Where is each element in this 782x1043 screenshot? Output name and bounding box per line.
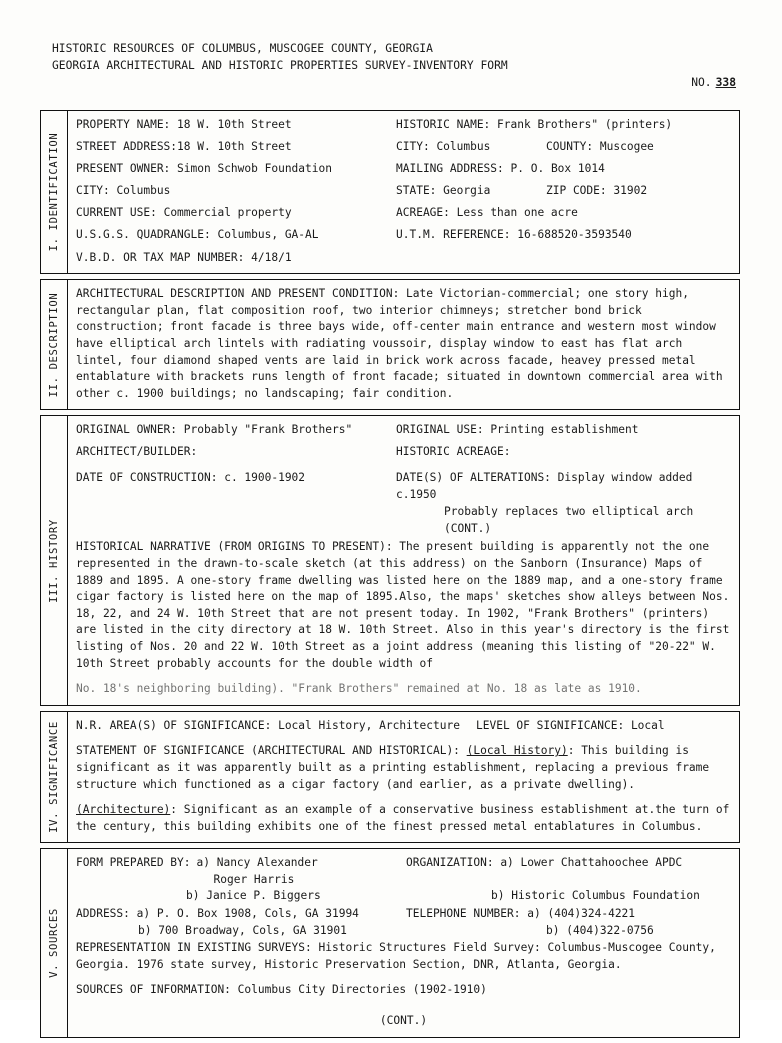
- zip-value: 31902: [613, 184, 648, 198]
- city-label: CITY:: [396, 140, 430, 154]
- street-address-value: 18 W. 10th Street: [177, 140, 292, 154]
- current-use-value: Commercial property: [163, 206, 292, 220]
- local-history-heading: (Local History): [466, 744, 568, 758]
- local-history-text: : This building is significant as it was apparently built as a printing establishment, replacing a previous frame structure which functioned as a cigar factory (and earlier, as a private dwelling).: [76, 744, 710, 791]
- original-use-label: ORIGINAL USE:: [396, 423, 484, 437]
- utm-reference-value: 16-688520-3593540: [517, 228, 632, 242]
- street-address-label: STREET ADDRESS:: [76, 140, 178, 154]
- section-sources-tab: [41, 849, 68, 1036]
- original-use-value: Printing establishment: [490, 423, 639, 437]
- section-sources: [40, 848, 740, 1037]
- city2-value: Columbus: [116, 184, 171, 198]
- row-original-owner-use: [76, 422, 731, 439]
- address-label: ADDRESS:: [76, 907, 130, 921]
- level-of-significance-label: LEVEL OF SIGNIFICANCE:: [476, 718, 625, 732]
- row-construction-alterations: [76, 470, 731, 503]
- section-history: [40, 415, 740, 705]
- acreage-value: Less than one acre: [456, 206, 578, 220]
- header-line-2: GEORGIA ARCHITECTURAL AND HISTORIC PROPERTIES SURVEY-INVENTORY FORM: [52, 59, 508, 72]
- section-identification-tab: [41, 111, 68, 273]
- section-description-tab: [41, 280, 68, 409]
- prepared-by-a: a) Nancy Alexander: [196, 856, 318, 870]
- representation-value: Historic Structures Field Survey: Columbus-Muscogee County, Georgia. 1976 state survey, Historic Preservation Section, DNR, Atlanta, Georgia.: [76, 941, 716, 971]
- section-history-body: [68, 416, 739, 704]
- architect-builder-label: ARCHITECT/BUILDER:: [76, 445, 198, 459]
- state-value: Georgia: [443, 184, 491, 198]
- form-number-label: NO.: [691, 76, 712, 89]
- row-prepared-by-organization: [76, 855, 731, 905]
- address-a: a) P. O. Box 1908, Cols, GA 31994: [136, 907, 359, 921]
- historical-narrative-text: HISTORICAL NARRATIVE (FROM ORIGINS TO PRESENT): The present building is apparently not the one represented in the drawn-to-scale sketch (at this address) on the Sanborn (Insurance) Maps of 1889 and 1895. A one-story frame dwelling was listed here on the 1889 map, and a one-story frame cigar factory is listed here on the map of 1895.Also, the maps' sketches show alleys between Nos. 18, 22, and 24 W. 10th Street that are not present today. In 1902, "Frank Brothers" (printers) are listed in the city directory at 18 W. 10th Street. Also in this year's directory is the first listing of Nos. 20 and 22 W. 10th Street as a joint address (meaning this listing of "20-22" W. 10th Street probably accounts for the double width of: [76, 540, 730, 670]
- sources-info-value: Columbus City Directories (1902-1910): [237, 983, 487, 997]
- row-address-telephone: [76, 906, 731, 939]
- row-owner-mailing: [76, 161, 731, 178]
- row-property-historic-name: [76, 117, 731, 134]
- historic-name-label: HISTORIC NAME:: [396, 118, 491, 131]
- representation-in-existing-surveys: [76, 940, 731, 973]
- sources-continued-note: (CONT.): [379, 1014, 428, 1028]
- section-identification-tab-label: I. IDENTIFICATION: [48, 132, 60, 252]
- construction-date-label: DATE OF CONSTRUCTION:: [76, 471, 218, 484]
- mailing-address-label: MAILING ADDRESS:: [396, 162, 504, 176]
- telephone-b: b) (404)322-0756: [546, 923, 654, 937]
- row-architect-acreage: [76, 444, 731, 461]
- address-b: b) 700 Broadway, Cols, GA 31901: [138, 923, 347, 937]
- alterations-value-continued: Probably replaces two elliptical arch (CONT.): [444, 505, 694, 535]
- present-owner-value: Simon Schwob Foundation: [177, 162, 332, 176]
- level-of-significance-value: Local: [630, 718, 665, 732]
- section-description-body: [68, 280, 739, 409]
- prepared-by-b: b) Janice P. Biggers: [186, 889, 321, 903]
- sources-of-information: [76, 982, 731, 999]
- organization-label: ORGANIZATION:: [406, 856, 494, 870]
- section-history-tab-label: III. HISTORY: [48, 518, 60, 603]
- row-nr-area-level: [76, 718, 731, 735]
- alterations-label: DATE(S) OF ALTERATIONS:: [396, 471, 551, 484]
- mailing-address-value: P. O. Box 1014: [510, 162, 605, 176]
- acreage-label: ACREAGE:: [396, 206, 450, 220]
- current-use-label: CURRENT USE:: [76, 206, 157, 220]
- representation-label: REPRESENTATION IN EXISTING SURVEYS:: [76, 941, 312, 955]
- state-label: STATE:: [396, 184, 437, 198]
- county-value: Muscogee: [599, 140, 654, 154]
- vbd-label: V.B.D. OR TAX MAP NUMBER:: [76, 250, 245, 264]
- sources-info-label: SOURCES OF INFORMATION:: [76, 983, 231, 997]
- quadrangle-label: U.S.G.S. QUADRANGLE:: [76, 228, 211, 242]
- form-number: [623, 57, 740, 108]
- header-line-1: HISTORIC RESOURCES OF COLUMBUS, MUSCOGEE COUNTY, GEORGIA: [52, 42, 433, 55]
- statement-label: STATEMENT OF SIGNIFICANCE (ARCHITECTURAL AND HISTORICAL):: [76, 744, 460, 758]
- historic-name-value: Frank Brothers" (printers): [497, 118, 673, 131]
- alterations-value: Display window added c.1950: [396, 471, 693, 501]
- section-identification: [40, 110, 740, 274]
- nr-area-label: N.R. AREA(S) OF SIGNIFICANCE:: [76, 718, 272, 732]
- row-quadrangle-utm: [76, 227, 731, 244]
- form-prepared-by-label: FORM PREPARED BY:: [76, 856, 191, 870]
- organization-a: a) Lower Chattahoochee APDC: [500, 856, 683, 870]
- form-container: [40, 40, 740, 1043]
- zip-label: ZIP CODE:: [546, 184, 607, 198]
- architectural-description-text: ARCHITECTURAL DESCRIPTION AND PRESENT CONDITION: Late Victorian-commercial; one story high, rectangular plan, flat composition roof, two interior chimneys; stretcher bond brick construction; front facade is three bays wide, off-center main entrance and western most window have elliptical arch lintels with radiating voussoir, display window to east has flat arch lintel, four diamond shaped vents are laid in brick work across facade, heavey pressed metal entablature with brackets runs length of front facade; situated in downtown commercial area with other c. 1900 buildings; no landscaping; fair condition.: [76, 287, 723, 400]
- organization-b: b) Historic Columbus Foundation: [491, 888, 700, 902]
- telephone-a: a) (404)324-4221: [527, 907, 636, 921]
- section-identification-body: [68, 111, 739, 273]
- property-name-label: PROPERTY NAME:: [76, 118, 171, 131]
- section-significance-tab-label: IV. SIGNIFICANCE: [48, 721, 60, 833]
- statement-of-significance-architecture: [76, 802, 731, 835]
- form-header: [40, 40, 740, 110]
- prepared-by-a2: Roger Harris: [213, 872, 295, 886]
- section-significance-body: [68, 712, 739, 843]
- original-owner-label: ORIGINAL OWNER:: [76, 423, 178, 437]
- row-use-acreage: [76, 205, 731, 222]
- historic-acreage-label: HISTORIC ACREAGE:: [396, 445, 511, 459]
- city2-label: CITY:: [76, 184, 110, 198]
- section-description-tab-label: II. DESCRIPTION: [48, 292, 60, 398]
- row-alterations-cont: [76, 504, 731, 537]
- section-description: [40, 279, 740, 410]
- architecture-text: : Significant as an example of a conservative business establishment at.the turn of the century, this building exhibits one of the finest pressed metal entablatures in Columbus.: [76, 803, 730, 833]
- nr-area-value: Local History, Architecture: [278, 718, 460, 732]
- form-number-value: 338: [715, 76, 736, 89]
- historical-narrative-text-faded: No. 18's neighboring building). "Frank Brothers" remained at No. 18 as late as 1910.: [76, 682, 642, 696]
- row-street-city-county: [76, 139, 731, 156]
- architecture-heading: (Architecture): [76, 803, 171, 817]
- row-vbd: [76, 250, 731, 267]
- section-sources-tab-label: V. SOURCES: [48, 908, 60, 978]
- utm-reference-label: U.T.M. REFERENCE:: [396, 228, 511, 242]
- present-owner-label: PRESENT OWNER:: [76, 162, 171, 176]
- section-significance: [40, 711, 740, 844]
- section-significance-tab: [41, 712, 68, 843]
- quadrangle-value: Columbus, GA-AL: [217, 228, 319, 242]
- original-owner-value: Probably "Frank Brothers": [183, 423, 353, 437]
- telephone-label: TELEPHONE NUMBER:: [406, 907, 521, 921]
- section-history-tab: [41, 416, 68, 704]
- county-label: COUNTY:: [546, 140, 594, 154]
- statement-of-significance-local-history: [76, 743, 731, 793]
- construction-date-value: c. 1900-1902: [224, 471, 306, 484]
- property-name-value: 18 W. 10th Street: [177, 118, 292, 131]
- row-city-state-zip: [76, 183, 731, 200]
- section-sources-body: [68, 849, 739, 1036]
- vbd-value: 4/18/1: [251, 250, 292, 264]
- city-value: Columbus: [436, 140, 491, 154]
